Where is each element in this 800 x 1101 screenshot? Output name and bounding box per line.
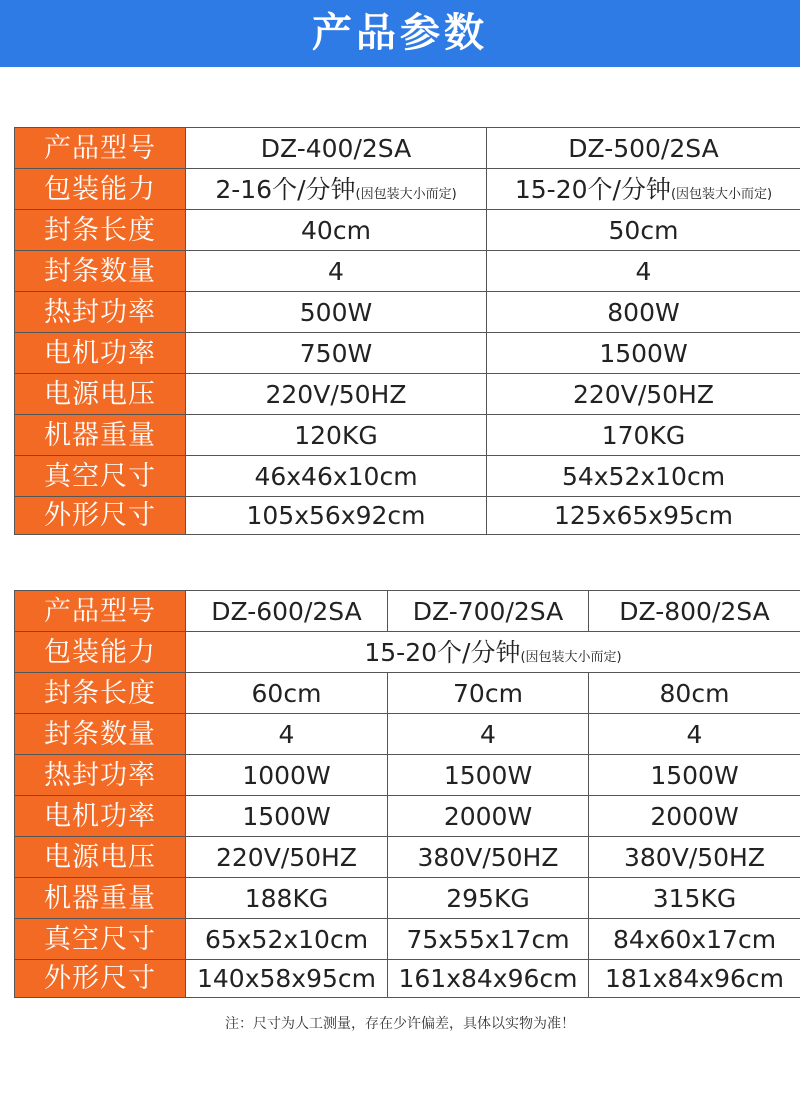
value-cell: 170KG [487,415,800,456]
value-cell [186,169,487,210]
row-label: 外形尺寸 [15,960,186,998]
value-cell: 220V/50HZ [186,374,487,415]
value-cell: 1500W [589,755,800,796]
model-cell: DZ-600/2SA [186,591,388,632]
table-row [15,128,800,169]
value-cell: 84x60x17cm [589,919,800,960]
value-cell: 500W [186,292,487,333]
capacity-value: 2-16个/分钟 [215,174,356,204]
row-label: 电机功率 [15,796,186,837]
row-label: 产品型号 [15,128,186,169]
value-cell: 380V/50HZ [589,837,800,878]
value-cell: 315KG [589,878,800,919]
value-cell: 105x56x92cm [186,497,487,535]
value-cell: 4 [186,251,487,292]
value-cell: 125x65x95cm [487,497,800,535]
table-row [15,878,800,919]
value-cell: 120KG [186,415,487,456]
table-row [15,837,800,878]
value-cell: 220V/50HZ [186,837,388,878]
row-label: 真空尺寸 [15,456,186,497]
model-cell: DZ-700/2SA [388,591,589,632]
spec-table-1 [14,127,800,535]
row-label: 封条数量 [15,251,186,292]
value-cell: 46x46x10cm [186,456,487,497]
table-row [15,714,800,755]
value-cell: 380V/50HZ [388,837,589,878]
model-cell: DZ-500/2SA [487,128,800,169]
value-cell [186,632,800,673]
value-cell: 4 [388,714,589,755]
row-label: 热封功率 [15,755,186,796]
table-row [15,415,800,456]
table-row [15,591,800,632]
row-label: 真空尺寸 [15,919,186,960]
value-cell: 40cm [186,210,487,251]
row-label: 封条数量 [15,714,186,755]
value-cell: 4 [589,714,800,755]
value-cell: 1000W [186,755,388,796]
table-row [15,210,800,251]
value-cell: 4 [186,714,388,755]
value-cell: 1500W [186,796,388,837]
row-label: 电机功率 [15,333,186,374]
table-row [15,960,800,998]
value-cell: 220V/50HZ [487,374,800,415]
value-cell: 750W [186,333,487,374]
model-cell: DZ-800/2SA [589,591,800,632]
row-label: 封条长度 [15,210,186,251]
table-row [15,251,800,292]
value-cell: 1500W [487,333,800,374]
table-row [15,333,800,374]
capacity-value: 15-20个/分钟 [514,174,671,204]
value-cell: 2000W [589,796,800,837]
value-cell: 2000W [388,796,589,837]
capacity-value: 15-20个/分钟 [364,637,521,667]
row-label: 封条长度 [15,673,186,714]
value-cell: 75x55x17cm [388,919,589,960]
value-cell: 65x52x10cm [186,919,388,960]
row-label: 电源电压 [15,837,186,878]
table-row [15,632,800,673]
value-cell: 188KG [186,878,388,919]
row-label: 电源电压 [15,374,186,415]
row-label: 机器重量 [15,878,186,919]
table-row [15,374,800,415]
table-row [15,796,800,837]
value-cell: 140x58x95cm [186,960,388,998]
value-cell: 70cm [388,673,589,714]
value-cell: 181x84x96cm [589,960,800,998]
table-row [15,292,800,333]
value-cell: 80cm [589,673,800,714]
spec-table-2 [14,590,800,998]
value-cell: 800W [487,292,800,333]
capacity-note: (因包装大小而定) [355,186,457,202]
row-label: 包装能力 [15,169,186,210]
row-label: 外形尺寸 [15,497,186,535]
table-row [15,755,800,796]
table-row [15,456,800,497]
value-cell: 161x84x96cm [388,960,589,998]
row-label: 产品型号 [15,591,186,632]
row-label: 包装能力 [15,632,186,673]
footnote: 注：尺寸为人工测量，存在少许偏差，具体以实物为准！ [225,1016,575,1032]
capacity-note: (因包装大小而定) [520,649,622,665]
table-row [15,169,800,210]
value-cell [487,169,800,210]
row-label: 热封功率 [15,292,186,333]
table-row [15,919,800,960]
value-cell: 60cm [186,673,388,714]
model-cell: DZ-400/2SA [186,128,487,169]
row-label: 机器重量 [15,415,186,456]
table-row [15,673,800,714]
capacity-note: (因包装大小而定) [670,186,773,202]
value-cell: 50cm [487,210,800,251]
value-cell: 295KG [388,878,589,919]
value-cell: 54x52x10cm [487,456,800,497]
value-cell: 4 [487,251,800,292]
value-cell: 1500W [388,755,589,796]
page-title-banner: 产品参数 [0,0,800,67]
table-row [15,497,800,535]
